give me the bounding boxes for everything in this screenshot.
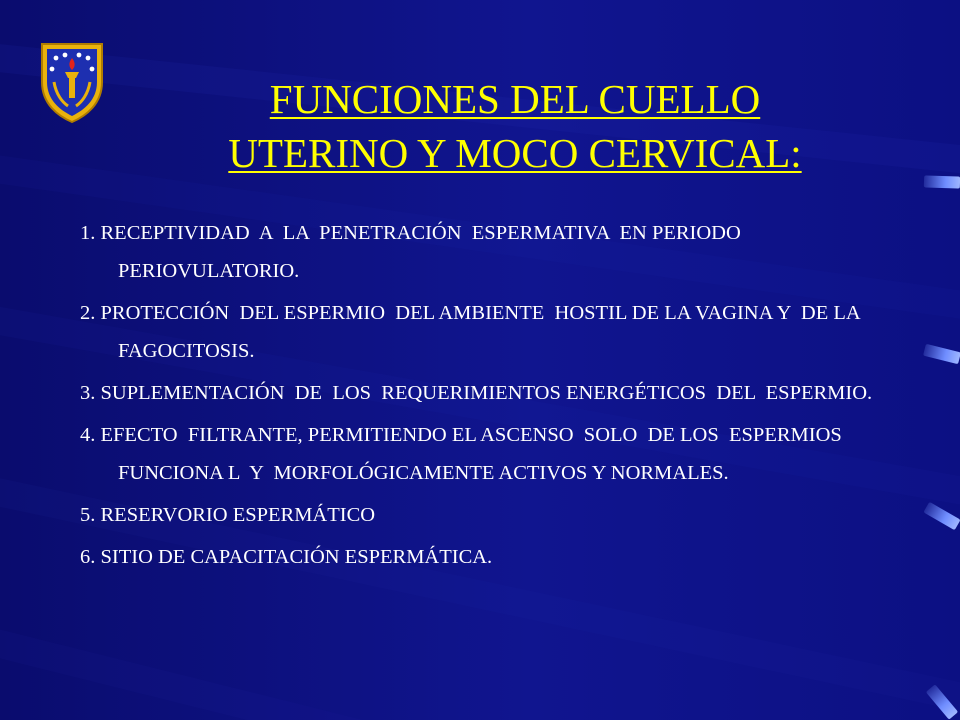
list-item (80, 496, 880, 534)
list-item (80, 416, 880, 492)
list-item-text: 6. SITIO DE CAPACITACIÓN ESPERMÁTICA. (80, 546, 493, 568)
side-accent-mark (924, 175, 960, 188)
list-item-text: 3. SUPLEMENTACIÓN DE LOS REQUERIMIENTOS ENERGÉTICOS DEL ESPERMIO. (80, 382, 873, 404)
university-crest-icon (38, 38, 106, 124)
list-item (80, 538, 880, 576)
slide-title (130, 72, 900, 180)
list-item-text: 4. EFECTO FILTRANTE, PERMITIENDO EL ASCENSO SOLO DE LOS ESPERMIOS FUNCIONA L Y MORFOLÓGICAMENTE ACTIVOS Y NORMALES. (80, 424, 853, 484)
list-item-text: 5. RESERVORIO ESPERMÁTICO (80, 504, 376, 526)
slide-title-line-2: UTERINO Y MOCO CERVICAL: (228, 130, 802, 176)
side-accent-mark (923, 344, 960, 364)
list-item-text: 2. PROTECCIÓN DEL ESPERMIO DEL AMBIENTE HOSTIL DE LA VAGINA Y DE LA FAGOCITOSIS. (80, 302, 865, 362)
list-item (80, 374, 880, 412)
slide-title-line-1: FUNCIONES DEL CUELLO (269, 76, 761, 122)
list-item (80, 294, 880, 370)
side-accent-mark (923, 502, 960, 530)
functions-list (80, 214, 880, 580)
list-item-text: 1. RECEPTIVIDAD A LA PENETRACIÓN ESPERMATIVA EN PERIODO PERIOVULATORIO. (80, 222, 752, 282)
list-item (80, 214, 880, 290)
